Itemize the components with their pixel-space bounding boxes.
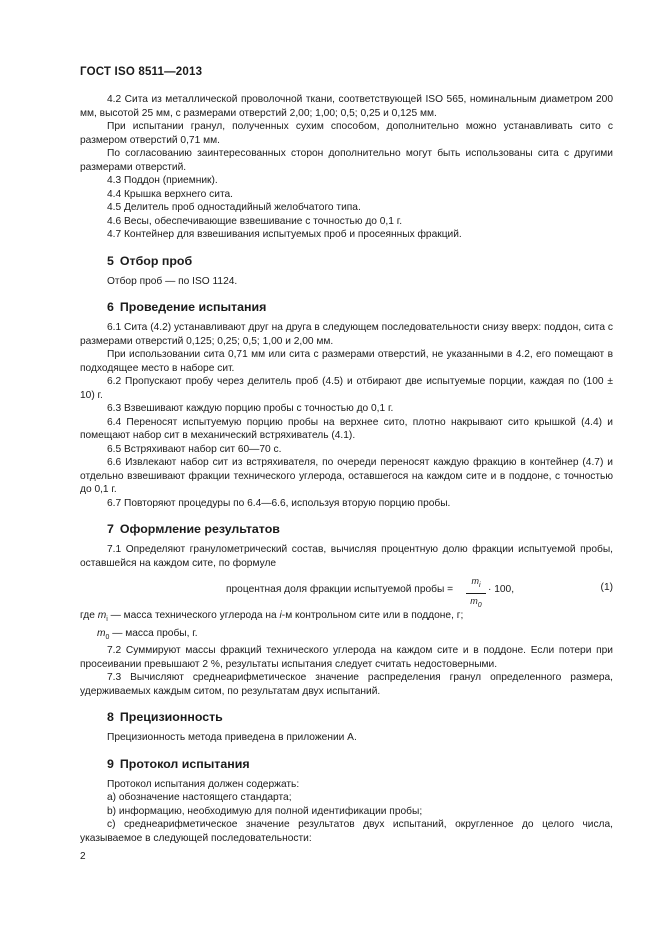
paragraph-6-1-note: При использовании сита 0,71 мм или сита с размерами отверстий, не указанными в 4.2, его помещают в подходящее место в наборе сит.	[80, 349, 613, 374]
section-7-heading	[107, 521, 613, 537]
document-body	[80, 93, 613, 845]
section-9-number: 9	[107, 756, 114, 771]
section-6-title: Проведение испытания	[119, 300, 267, 314]
formula-where-mi: где $m_i$ — масса технического углерода на i-м контрольном сите или в поддоне, г;	[80, 610, 464, 624]
page-number: 2	[80, 851, 86, 862]
list-item-a: a) обозначение настоящего стандарта;	[107, 792, 292, 804]
paragraph-6-7: 6.7 Повторяют процедуры по 6.4—6.6, используя вторую порцию пробы.	[107, 497, 451, 509]
paragraph-6-5: 6.5 Встряхивают набор сит 60—70 с.	[107, 443, 282, 455]
paragraph-4-3: 4.3 Поддон (приемник).	[107, 175, 218, 186]
paragraph-6-4: 6.4 Переносят испытуемую порцию пробы на верхнее сито, плотно накрывают сито крышкой (4.4) и помещают набор сит в механический встряхиватель (4.1).	[80, 416, 613, 441]
list-item-b: b) информацию, необходимую для полной идентификации пробы;	[107, 805, 423, 817]
formula-1	[80, 575, 613, 609]
paragraph-4-2: 4.2 Сита из металлической проволочной ткани, соответствующей ISO 565, номинальным диаметром 200 мм, высотой 25 мм, с размерами отверстий 2,00; 1,00; 0,5; 0,25 и 0,125 мм.	[80, 94, 613, 119]
section-9-title: Протокол испытания	[119, 756, 250, 771]
paragraph-4-5: 4.5 Делитель проб одностадийный желобчатого типа.	[107, 202, 361, 213]
paragraph-7-1: 7.1 Определяют гранулометрический состав, вычисляя процентную долю фракции испытуемой пробы, оставшейся на каждом сите, по формуле	[80, 544, 613, 569]
fraction-bar	[466, 593, 486, 594]
section-8-heading	[107, 709, 613, 725]
formula-text: процентная доля фракции испытуемой пробы =	[226, 584, 454, 595]
section-5-heading	[107, 253, 613, 269]
section-8-title: Прецизионность	[119, 710, 223, 725]
paragraph-4-2-dry: При испытании гранул, полученных сухим способом, дополнительно можно устанавливать сито с размером отверстий 0,71 мм.	[80, 121, 613, 146]
paragraph-6-6: 6.6 Извлекают набор сит из встряхивателя, по очереди переносят каждую фракцию в контейнер (4.7) и отдельно взвешивают фракции технического углерода, оставшегося на каждом сите и в поддоне, с точностью до 0,1 г.	[80, 457, 613, 495]
section-6-heading	[107, 299, 613, 315]
formula-where-m0: $m_0$ — масса пробы, г.	[97, 627, 198, 641]
paragraph-4-2-agreement: По согласованию заинтересованных сторон дополнительно могут быть использованы сита с другими размерами отверстий.	[80, 148, 613, 173]
section-7-title: Оформление результатов	[119, 522, 280, 536]
fraction-denominator: $m_0$	[470, 595, 482, 609]
section-7-number: 7	[107, 522, 114, 536]
fraction-numerator: $m_i$	[471, 576, 481, 589]
paragraph-7-2: 7.2 Суммируют массы фракций технического углерода на каждом сите и в поддоне. Если потери при просеивании превышают 2 %, результаты испытания следует считать недостоверными.	[80, 645, 613, 670]
section-9-intro: Протокол испытания должен содержать:	[107, 778, 300, 790]
formula-tail: · 100,	[488, 584, 515, 595]
paragraph-6-3: 6.3 Взвешивают каждую порцию пробы с точностью до 0,1 г.	[107, 403, 394, 414]
document-header: ГОСТ ISO 8511—2013	[80, 66, 203, 78]
section-6-number: 6	[107, 300, 114, 314]
paragraph-4-7: 4.7 Контейнер для взвешивания испытуемых проб и просеянных фракций.	[107, 229, 462, 240]
section-5-number: 5	[107, 253, 114, 268]
paragraph-4-6: 4.6 Весы, обеспечивающие взвешивание с точностью до 0,1 г.	[107, 215, 403, 227]
section-8-text: Прецизионность метода приведена в приложении А.	[107, 732, 357, 744]
section-5-title: Отбор проб	[119, 253, 193, 268]
paragraph-4-4: 4.4 Крышка верхнего сита.	[107, 188, 233, 200]
section-8-number: 8	[107, 710, 114, 725]
section-5-text: Отбор проб — по ISO 1124.	[107, 275, 238, 287]
formula-number: (1)	[600, 582, 613, 593]
paragraph-6-2: 6.2 Пропускают пробу через делитель проб (4.5) и отбирают две испытуемые порции, каждая по (100 ± 10) г.	[80, 376, 613, 401]
formula-fraction	[466, 575, 486, 612]
paragraph-7-3: 7.3 Вычисляют среднеарифметическое значение распределения гранул определенного размера, удерживаемых каждым ситом, по результатам двух испытаний.	[80, 672, 613, 697]
paragraph-6-1: 6.1 Сита (4.2) устанавливают друг на друга в следующем последовательности снизу вверх: поддон, сита с размерами отверстий 0,125; 0,25; 0,5; 1,00 и 2,00 мм.	[80, 322, 613, 347]
section-9-heading	[107, 756, 613, 772]
list-item-c: c) среднеарифметическое значение результатов двух испытаний, округленное до целого числа, указываемое в следующей последовательности:	[80, 819, 613, 844]
